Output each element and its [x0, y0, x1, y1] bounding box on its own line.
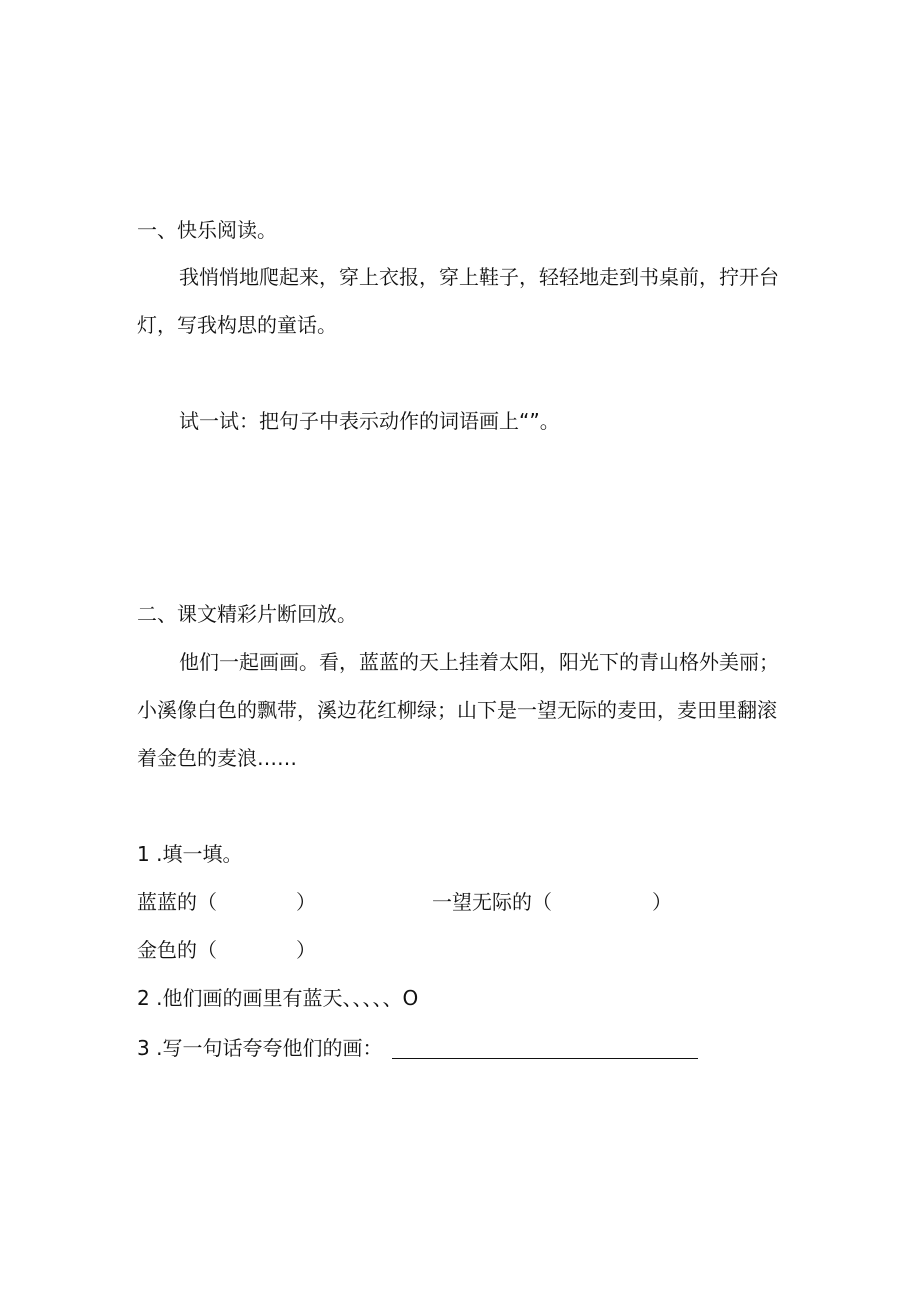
section2-passage-line3: 着金色的麦浪……: [137, 746, 297, 770]
q1-item3-close: ）: [296, 938, 316, 962]
question3-label: 3 .写一句话夸夸他们的画：: [137, 1036, 383, 1060]
section1-heading: 一、快乐阅读。: [137, 218, 277, 242]
q1-item2-close: ）: [652, 890, 672, 914]
question2-label: 2 .他们画的画里有蓝天、、、、、O: [137, 986, 419, 1010]
section1-task: 试一试：把句子中表示动作的词语画上“”。: [179, 409, 560, 433]
section1-passage-line2: 灯，写我构思的童话。: [137, 313, 337, 337]
q1-item3-prefix: 金色的（: [137, 938, 217, 962]
q1-item1-close: ）: [296, 890, 316, 914]
section2-heading: 二、课文精彩片断回放。: [137, 602, 357, 626]
answer-blank-line: [392, 1058, 698, 1059]
section2-passage-line2: 小溪像白色的飘带，溪边花红柳绿；山下是一望无际的麦田，麦田里翻滚: [137, 698, 777, 722]
section1-passage-line1: 我悄悄地爬起来，穿上衣报，穿上鞋子，轻轻地走到书桌前，拧开台: [179, 265, 779, 289]
section2-passage-line1: 他们一起画画。看，蓝蓝的天上挂着太阳，阳光下的青山格外美丽；: [179, 650, 779, 674]
question1-label: 1 .填一填。: [137, 842, 243, 866]
q1-item1-prefix: 蓝蓝的（: [137, 890, 217, 914]
q1-item2-prefix: 一望无际的（: [432, 890, 552, 914]
